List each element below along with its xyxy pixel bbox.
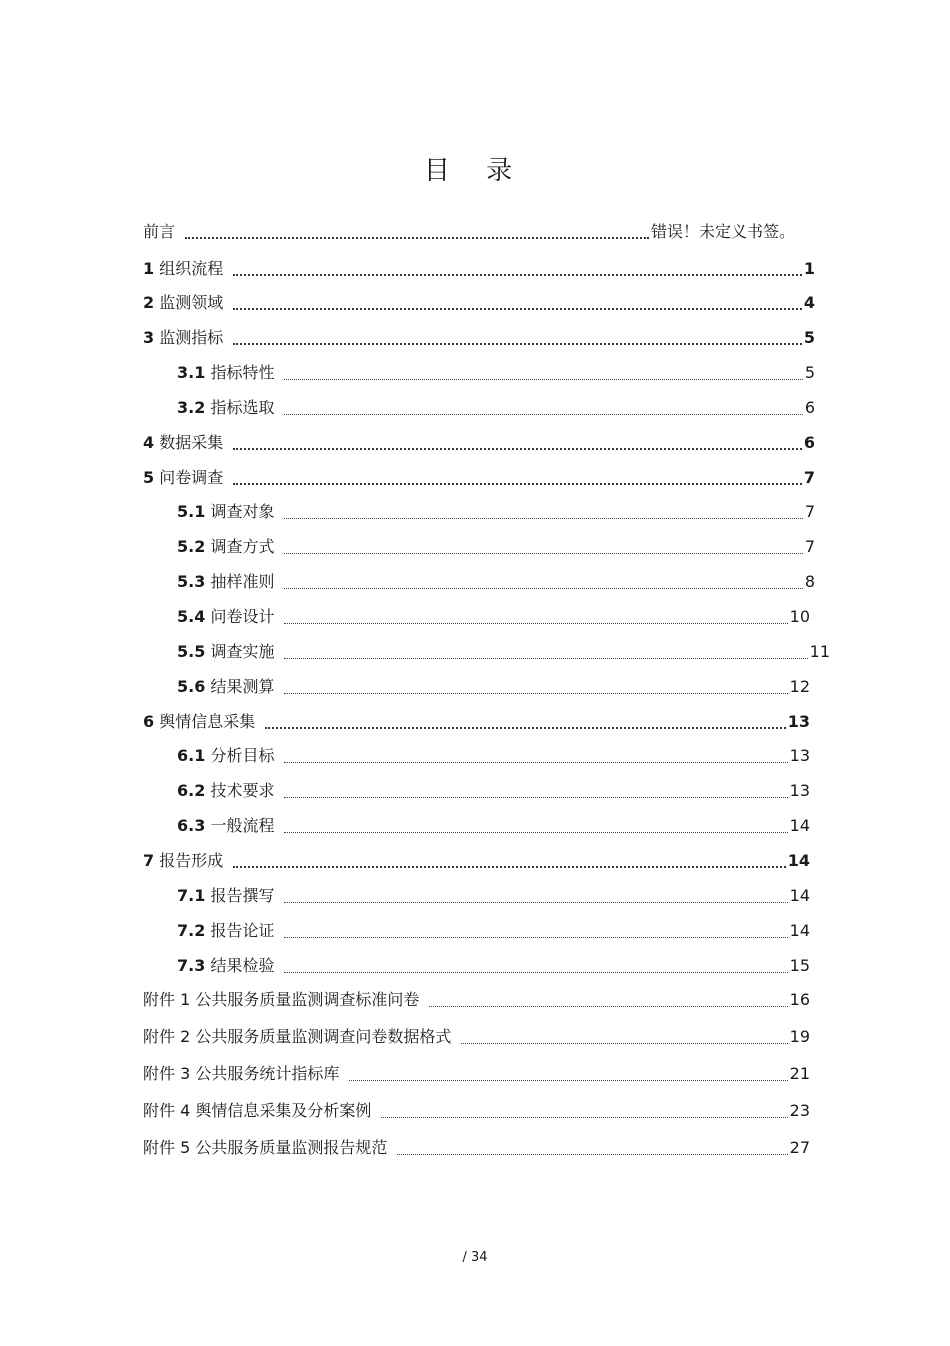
toc-leader-dots [233, 434, 802, 450]
toc-entry-label [177, 677, 284, 697]
toc-entry[interactable] [177, 812, 810, 836]
toc-entry-page: 13 [787, 712, 810, 731]
toc-entry-page: 16 [789, 990, 810, 1009]
toc-entry-number: 6.3 [177, 816, 206, 835]
toc-entry-page: 5 [803, 328, 815, 347]
toc-entry-number: 7.1 [177, 886, 206, 905]
toc-leader-dots [381, 1103, 787, 1118]
toc-entry-text: 指标特性 [210, 363, 275, 382]
toc-entry-text: 附件 3 公共服务统计指标库 [143, 1064, 340, 1083]
toc-entry-page: 7 [803, 468, 815, 487]
toc-entry-label [177, 537, 284, 557]
toc-entry-label [177, 816, 284, 836]
toc-leader-dots [284, 365, 802, 380]
toc-entry-page: 7 [804, 537, 815, 556]
toc-entry-number: 6.1 [177, 746, 206, 765]
toc-leader-dots [185, 223, 649, 239]
toc-entry-label [177, 363, 284, 383]
toc-entry-text: 指标选取 [210, 398, 275, 417]
toc-entry-label [177, 572, 284, 592]
toc-leader-dots [265, 713, 785, 729]
toc-leader-dots [233, 260, 802, 276]
toc-entry-text: 附件 1 公共服务质量监测调查标准问卷 [143, 990, 420, 1009]
toc-entry-label [143, 1138, 397, 1158]
toc-title: 目 录 [423, 156, 527, 186]
toc-leader-dots [284, 504, 802, 519]
toc-entry[interactable] [177, 638, 830, 662]
toc-entry-number: 7 [143, 851, 155, 870]
toc-entry[interactable] [177, 917, 810, 941]
toc-entry-page: 19 [789, 1027, 810, 1046]
toc-entry-page: 10 [789, 607, 810, 626]
toc-entry-number: 2 [143, 293, 155, 312]
toc-entry-label [143, 222, 185, 242]
toc-entry-text: 报告撰写 [210, 886, 275, 905]
toc-entry[interactable] [177, 603, 810, 627]
toc-leader-dots [284, 923, 787, 938]
toc-entry[interactable] [177, 952, 810, 976]
toc-entry-page: 12 [789, 677, 810, 696]
toc-entry-label [177, 921, 284, 941]
toc-entry-label [143, 1064, 349, 1084]
toc-entry-text: 报告形成 [159, 851, 224, 870]
toc-entry-label [143, 1101, 381, 1121]
toc-entry-text: 技术要求 [210, 781, 275, 800]
toc-leader-dots [284, 644, 807, 659]
toc-entry-number: 5.5 [177, 642, 206, 661]
toc-entry-number: 5.1 [177, 502, 206, 521]
toc-entry-page: 14 [789, 921, 810, 940]
toc-leader-dots [284, 609, 787, 624]
toc-entry[interactable] [177, 742, 810, 766]
toc-leader-dots [233, 294, 802, 310]
toc-entry-label [177, 607, 284, 627]
toc-entry-page: 14 [789, 816, 810, 835]
toc-entry-text: 调查方式 [210, 537, 275, 556]
toc-entry-text: 组织流程 [159, 259, 224, 278]
toc-entry-label [143, 259, 233, 279]
toc-entry-label [177, 956, 284, 976]
toc-entry[interactable] [143, 1023, 810, 1047]
toc-entry-page: 1 [803, 259, 815, 278]
toc-entry[interactable] [143, 708, 810, 732]
toc-entry-page: 14 [789, 886, 810, 905]
toc-entry-text: 报告论证 [210, 921, 275, 940]
toc-leader-dots [233, 329, 802, 345]
toc-entry-text: 结果检验 [210, 956, 275, 975]
toc-leader-dots [233, 852, 785, 868]
toc-entry-number: 6.2 [177, 781, 206, 800]
toc-entry-text: 分析目标 [210, 746, 275, 765]
toc-leader-dots [233, 469, 802, 485]
toc-entry-text: 舆情信息采集 [159, 712, 256, 731]
toc-entry-text: 抽样准则 [210, 572, 275, 591]
toc-entry-page: 错误！未定义书签。 [650, 222, 795, 241]
toc-entry-number: 5.3 [177, 572, 206, 591]
toc-entry[interactable] [177, 394, 815, 418]
toc-entry-page: 14 [787, 851, 810, 870]
toc-entry-label [143, 1027, 461, 1047]
toc-leader-dots [284, 400, 802, 415]
toc-entry-page: 8 [804, 572, 815, 591]
toc-entry-label [143, 328, 233, 348]
toc-entry-text: 问卷设计 [210, 607, 275, 626]
toc-entry-page: 11 [809, 642, 830, 661]
toc-entry-text: 监测指标 [159, 328, 224, 347]
toc-entry[interactable] [177, 882, 810, 906]
toc-entry-page: 15 [789, 956, 810, 975]
toc-entry-number: 3.2 [177, 398, 206, 417]
toc-entry-number: 6 [143, 712, 155, 731]
toc-leader-dots [284, 574, 802, 589]
toc-entry-page: 13 [789, 781, 810, 800]
toc-entry[interactable] [143, 218, 795, 242]
toc-entry-number: 5 [143, 468, 155, 487]
toc-entry[interactable] [177, 673, 810, 697]
toc-entry[interactable] [143, 1097, 810, 1121]
toc-entry-label [143, 293, 233, 313]
toc-entry[interactable] [143, 847, 810, 871]
toc-entry-number: 3.1 [177, 363, 206, 382]
toc-entry-label [177, 502, 284, 522]
toc-entry-label [143, 851, 233, 871]
toc-entry[interactable] [143, 1060, 810, 1084]
toc-entry-text: 附件 5 公共服务质量监测报告规范 [143, 1138, 388, 1157]
toc-entry-number: 7.3 [177, 956, 206, 975]
toc-entry[interactable] [177, 498, 815, 522]
toc-entry[interactable] [143, 464, 815, 488]
toc-entry-page: 4 [803, 293, 815, 312]
toc-entry-text: 调查对象 [210, 502, 275, 521]
toc-entry-number: 5.6 [177, 677, 206, 696]
toc-entry-page: 27 [789, 1138, 810, 1157]
toc-entry-label [177, 746, 284, 766]
toc-entry-page: 7 [804, 502, 815, 521]
toc-entry-number: 4 [143, 433, 155, 452]
toc-entry-label [177, 642, 284, 662]
toc-entry-text: 问卷调查 [159, 468, 224, 487]
toc-entry-label [177, 886, 284, 906]
toc-entry-text: 调查实施 [210, 642, 275, 661]
toc-entry-text: 结果测算 [210, 677, 275, 696]
toc-entry-page: 6 [804, 398, 815, 417]
toc-entry-label [177, 781, 284, 801]
toc-entry[interactable] [177, 777, 810, 801]
toc-entry-text: 一般流程 [210, 816, 275, 835]
toc-leader-dots [349, 1066, 787, 1081]
page-number: / 34 [462, 1250, 488, 1265]
toc-entry[interactable] [143, 255, 815, 279]
toc-entry-number: 7.2 [177, 921, 206, 940]
toc-entry-text: 监测领域 [159, 293, 224, 312]
toc-entry-page: 13 [789, 746, 810, 765]
toc-leader-dots [461, 1029, 787, 1044]
toc-leader-dots [284, 748, 787, 763]
toc-entry-number: 5.2 [177, 537, 206, 556]
toc-leader-dots [284, 539, 802, 554]
toc-entry-label [143, 712, 265, 732]
toc-entry-page: 21 [789, 1064, 810, 1083]
toc-leader-dots [284, 679, 787, 694]
toc-entry-text: 附件 4 舆情信息采集及分析案例 [143, 1101, 372, 1120]
toc-entry-text: 附件 2 公共服务质量监测调查问卷数据格式 [143, 1027, 452, 1046]
toc-entry-label [143, 433, 233, 453]
toc-entry-page: 5 [804, 363, 815, 382]
toc-entry-page: 6 [803, 433, 815, 452]
toc-entry[interactable] [143, 289, 815, 313]
toc-leader-dots [284, 783, 787, 798]
toc-entry-number: 1 [143, 259, 155, 278]
toc-entry-page: 23 [789, 1101, 810, 1120]
toc-leader-dots [284, 888, 787, 903]
toc-entry[interactable] [143, 1134, 810, 1158]
toc-leader-dots [284, 818, 787, 833]
toc-entry[interactable] [177, 359, 815, 383]
toc-leader-dots [429, 992, 787, 1007]
toc-entry-text: 前言 [143, 222, 176, 241]
toc-entry-label [143, 990, 429, 1010]
toc-leader-dots [284, 958, 787, 973]
toc-entry[interactable] [143, 324, 815, 348]
toc-entry-number: 5.4 [177, 607, 206, 626]
toc-entry[interactable] [177, 533, 815, 557]
toc-entry[interactable] [177, 568, 815, 592]
toc-leader-dots [397, 1140, 787, 1155]
toc-entry[interactable] [143, 429, 815, 453]
toc-entry-text: 数据采集 [159, 433, 224, 452]
toc-entry-label [143, 468, 233, 488]
toc-entry-number: 3 [143, 328, 155, 347]
toc-entry[interactable] [143, 986, 810, 1010]
toc-entry-label [177, 398, 284, 418]
